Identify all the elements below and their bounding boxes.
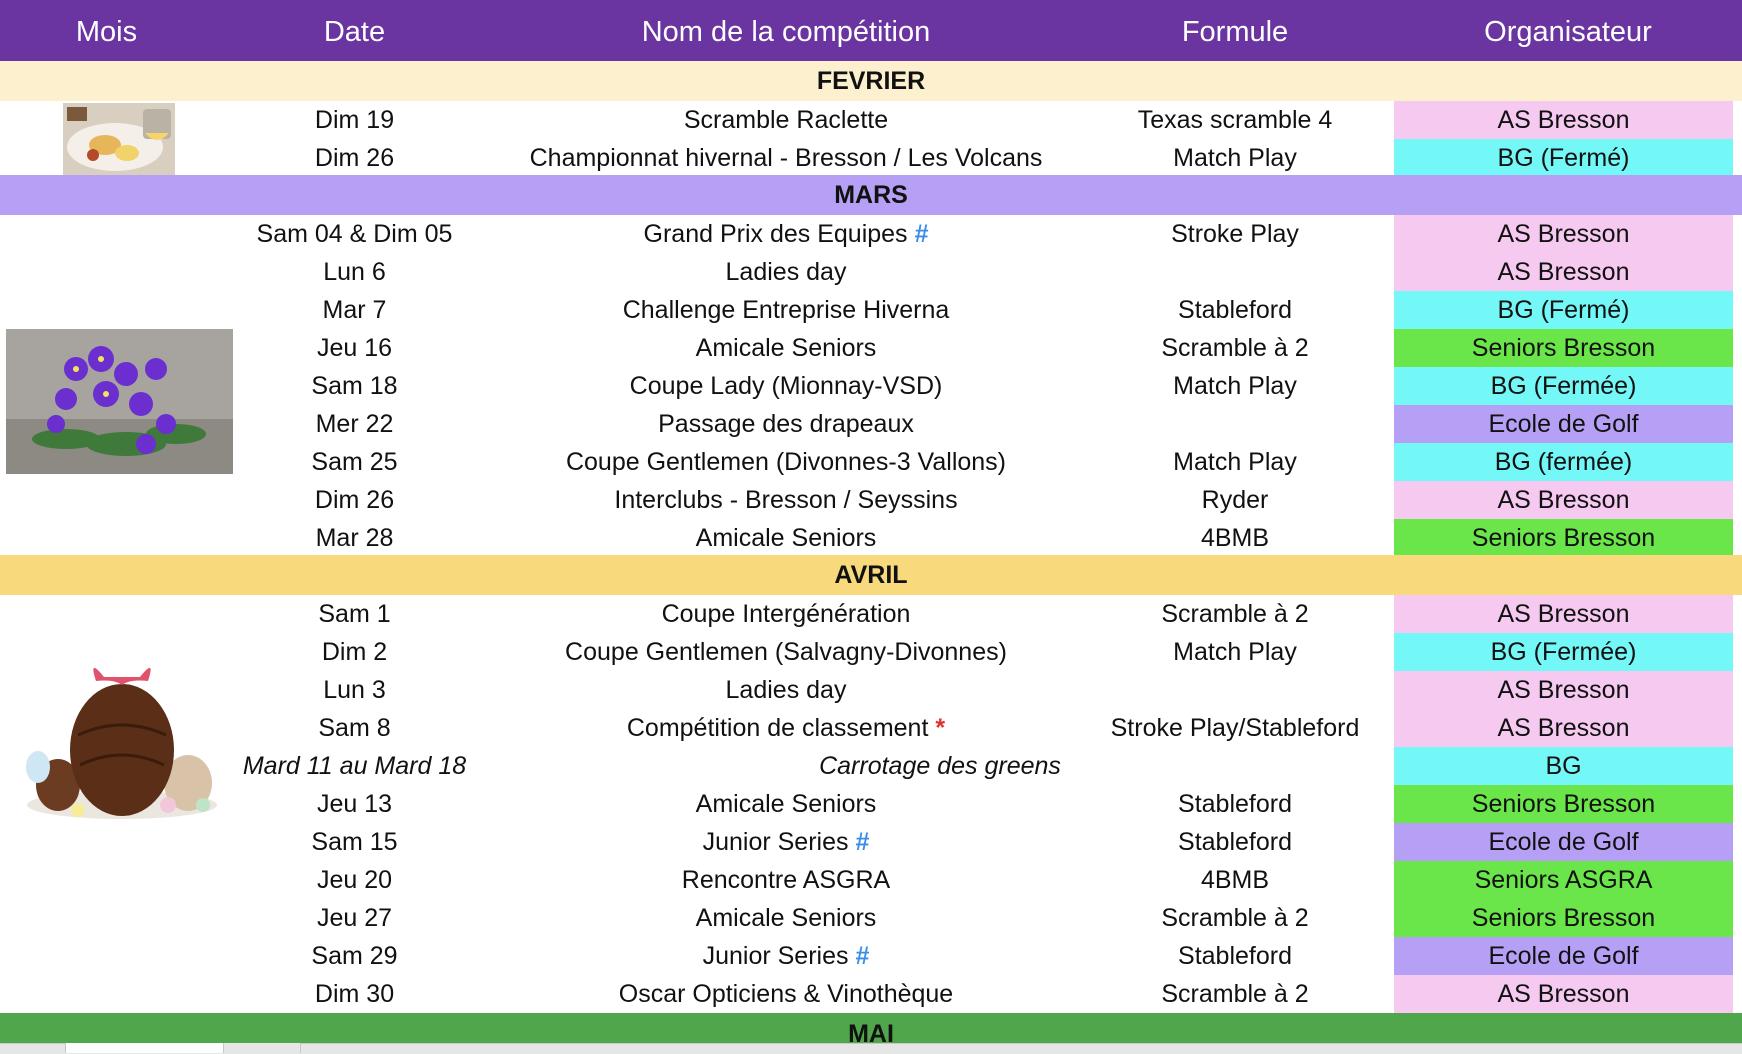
table-row xyxy=(0,785,1742,823)
table-row xyxy=(0,291,1742,329)
organisateur-cell[interactable]: BG (Fermé) xyxy=(1497,144,1630,172)
nom-cell[interactable] xyxy=(496,367,1076,405)
organisateur-cell[interactable]: BG xyxy=(1545,752,1582,780)
month-band-fevrier[interactable]: FEVRIER xyxy=(0,61,1742,101)
nom-cell[interactable] xyxy=(496,139,1076,177)
table-row xyxy=(0,101,1742,139)
note-mark: * xyxy=(935,714,946,742)
formule-cell[interactable]: Ryder xyxy=(1201,486,1269,514)
date-cell[interactable]: Jeu 27 xyxy=(316,904,393,932)
nom-cell[interactable] xyxy=(496,861,1076,899)
date-cell[interactable]: Jeu 20 xyxy=(316,866,393,894)
nom-text: Ladies day xyxy=(725,258,847,286)
col-header-formule[interactable]: Formule xyxy=(1181,16,1289,48)
table-row xyxy=(0,139,1742,177)
formule-cell[interactable]: Scramble à 2 xyxy=(1161,904,1309,932)
nom-text: Interclubs - Bresson / Seyssins xyxy=(614,486,958,514)
date-cell[interactable]: Lun 6 xyxy=(323,258,386,286)
table-row xyxy=(0,595,1742,633)
nom-cell[interactable] xyxy=(496,101,1076,139)
col-header-nom[interactable]: Nom de la compétition xyxy=(641,16,931,48)
nom-cell[interactable] xyxy=(496,481,1076,519)
table-row xyxy=(0,519,1742,557)
nom-cell[interactable] xyxy=(496,215,1076,253)
nom-text: Coupe Lady (Mionnay-VSD) xyxy=(629,372,943,400)
formule-cell[interactable]: Match Play xyxy=(1173,144,1297,172)
formule-cell[interactable]: Match Play xyxy=(1173,372,1297,400)
organisateur-cell[interactable]: Seniors Bresson xyxy=(1471,904,1656,932)
formule-cell[interactable] xyxy=(1076,747,1394,785)
table-row xyxy=(0,861,1742,899)
formule-cell[interactable]: Match Play xyxy=(1173,448,1297,476)
nom-cell[interactable] xyxy=(496,253,1076,291)
table-row xyxy=(0,823,1742,861)
date-cell[interactable]: Sam 15 xyxy=(311,828,398,856)
easter-egg-image xyxy=(18,655,226,825)
violets-image xyxy=(6,329,233,474)
nom-cell[interactable] xyxy=(496,709,1076,747)
organisateur-cell[interactable]: Seniors Bresson xyxy=(1471,524,1656,552)
nom-text: Amicale Seniors xyxy=(695,904,877,932)
table-row xyxy=(0,405,1742,443)
nom-cell[interactable] xyxy=(496,899,1076,937)
formule-cell[interactable]: Match Play xyxy=(1173,638,1297,666)
organisateur-cell[interactable]: AS Bresson xyxy=(1497,600,1630,628)
month-band-mai[interactable]: MAI xyxy=(0,1013,1742,1043)
nom-text: Oscar Opticiens & Vinothèque xyxy=(618,980,954,1008)
date-cell[interactable]: Sam 04 & Dim 05 xyxy=(256,220,453,248)
organisateur-cell[interactable]: AS Bresson xyxy=(1497,676,1630,704)
organisateur-cell[interactable]: BG (Fermée) xyxy=(1490,372,1637,400)
date-cell[interactable]: Lun 3 xyxy=(323,676,386,704)
note-mark: # xyxy=(914,220,929,248)
nom-cell[interactable] xyxy=(496,291,1076,329)
organisateur-cell[interactable]: AS Bresson xyxy=(1497,486,1630,514)
formule-cell[interactable] xyxy=(1076,253,1394,291)
table-header xyxy=(0,0,1742,61)
formule-cell[interactable]: Stroke Play xyxy=(1171,220,1299,248)
table-row xyxy=(0,747,1742,785)
date-cell[interactable]: Sam 18 xyxy=(311,372,398,400)
nom-cell[interactable] xyxy=(496,823,1076,861)
table-row xyxy=(0,899,1742,937)
raclette-image xyxy=(63,103,175,175)
table-row xyxy=(0,937,1742,975)
formule-cell[interactable]: Stableford xyxy=(1178,790,1292,818)
organisateur-cell[interactable]: Ecole de Golf xyxy=(1488,942,1639,970)
organisateur-cell[interactable]: Ecole de Golf xyxy=(1488,828,1639,856)
date-cell[interactable]: Sam 1 xyxy=(318,600,391,628)
table-row xyxy=(0,633,1742,671)
organisateur-cell[interactable]: Ecole de Golf xyxy=(1488,410,1639,438)
formule-cell[interactable]: Scramble à 2 xyxy=(1161,600,1309,628)
date-cell[interactable]: Mar 28 xyxy=(315,524,394,552)
formule-cell[interactable]: 4BMB xyxy=(1200,866,1270,894)
table-row xyxy=(0,253,1742,291)
formule-cell[interactable]: Scramble à 2 xyxy=(1161,334,1309,362)
organisateur-cell[interactable]: Seniors Bresson xyxy=(1471,790,1656,818)
date-cell[interactable]: Mar 7 xyxy=(322,296,387,324)
sheet-tab[interactable] xyxy=(65,1043,225,1053)
formule-cell[interactable]: 4BMB xyxy=(1200,524,1270,552)
nom-cell[interactable] xyxy=(496,975,1076,1013)
date-cell[interactable]: Sam 8 xyxy=(318,714,391,742)
nom-text: Coupe Intergénération xyxy=(661,600,911,628)
nom-text: Compétition de classement xyxy=(626,714,929,742)
nom-text: Challenge Entreprise Hiverna xyxy=(622,296,950,324)
formule-cell[interactable]: Stroke Play/Stableford xyxy=(1110,714,1360,742)
nom-text: Grand Prix des Equipes xyxy=(643,220,908,248)
organisateur-cell[interactable]: BG (Fermé) xyxy=(1497,296,1630,324)
nom-cell[interactable] xyxy=(496,519,1076,557)
nom-text: Carrotage des greens xyxy=(819,752,1061,780)
table-row xyxy=(0,367,1742,405)
nom-cell[interactable] xyxy=(496,671,1076,709)
sheet-tab[interactable] xyxy=(223,1043,301,1053)
date-cell[interactable]: Dim 26 xyxy=(314,144,395,172)
nom-cell[interactable] xyxy=(496,443,1076,481)
organisateur-cell[interactable]: AS Bresson xyxy=(1497,106,1630,134)
date-cell[interactable]: Sam 25 xyxy=(311,448,398,476)
table-row xyxy=(0,709,1742,747)
nom-cell[interactable] xyxy=(496,329,1076,367)
table-row xyxy=(0,671,1742,709)
date-cell[interactable]: Mer 22 xyxy=(315,410,394,438)
month-band-avril[interactable]: AVRIL xyxy=(0,555,1742,595)
nom-text: Junior Series xyxy=(702,942,849,970)
nom-text: Amicale Seniors xyxy=(695,334,877,362)
nom-cell[interactable] xyxy=(496,405,1076,443)
nom-cell[interactable] xyxy=(496,633,1076,671)
nom-cell[interactable] xyxy=(496,785,1076,823)
organisateur-cell[interactable]: BG (Fermée) xyxy=(1490,638,1637,666)
organisateur-cell[interactable]: AS Bresson xyxy=(1497,714,1630,742)
organisateur-cell[interactable]: Seniors Bresson xyxy=(1471,334,1656,362)
table-row xyxy=(0,443,1742,481)
nom-text: Passage des drapeaux xyxy=(658,410,914,438)
nom-text: Scramble Raclette xyxy=(683,106,889,134)
organisateur-cell[interactable]: AS Bresson xyxy=(1497,220,1630,248)
col-header-organisateur[interactable]: Organisateur xyxy=(1484,16,1652,48)
organisateur-cell[interactable]: AS Bresson xyxy=(1497,258,1630,286)
date-cell[interactable]: Mard 11 au Mard 18 xyxy=(242,752,467,780)
date-cell[interactable]: Sam 29 xyxy=(311,942,398,970)
note-mark: # xyxy=(855,828,870,856)
organisateur-cell[interactable]: BG (fermée) xyxy=(1494,448,1633,476)
date-cell[interactable]: Jeu 16 xyxy=(316,334,393,362)
nom-cell[interactable] xyxy=(496,595,1076,633)
formule-cell[interactable]: Texas scramble 4 xyxy=(1137,106,1333,134)
nom-text: Ladies day xyxy=(725,676,847,704)
nom-text: Amicale Seniors xyxy=(695,524,877,552)
date-cell[interactable]: Jeu 13 xyxy=(316,790,393,818)
date-cell[interactable]: Dim 2 xyxy=(321,638,388,666)
nom-text: Championnat hivernal - Bresson / Les Volcans xyxy=(529,144,1043,172)
formule-cell[interactable]: Stableford xyxy=(1178,296,1292,324)
date-cell[interactable]: Dim 19 xyxy=(314,106,395,134)
table-row xyxy=(0,481,1742,519)
month-band-mars[interactable]: MARS xyxy=(0,175,1742,215)
nom-text: Amicale Seniors xyxy=(695,790,877,818)
note-mark: # xyxy=(855,942,870,970)
nom-text: Junior Series xyxy=(702,828,849,856)
formule-cell[interactable]: Stableford xyxy=(1178,942,1292,970)
nom-text: Rencontre ASGRA xyxy=(681,866,891,894)
formule-cell[interactable]: Stableford xyxy=(1178,828,1292,856)
formule-cell[interactable] xyxy=(1076,671,1394,709)
date-cell[interactable]: Dim 26 xyxy=(314,486,395,514)
table-row xyxy=(0,329,1742,367)
table-row xyxy=(0,215,1742,253)
col-header-mois[interactable]: Mois xyxy=(75,16,138,48)
nom-cell[interactable] xyxy=(496,937,1076,975)
table-row xyxy=(0,975,1742,1013)
nom-text: Coupe Gentlemen (Divonnes-3 Vallons) xyxy=(565,448,1007,476)
formule-cell[interactable] xyxy=(1076,405,1394,443)
nom-text: Coupe Gentlemen (Salvagny-Divonnes) xyxy=(565,638,1007,666)
col-header-date[interactable]: Date xyxy=(323,16,386,48)
organisateur-cell[interactable]: AS Bresson xyxy=(1497,980,1630,1008)
organisateur-cell[interactable]: Seniors ASGRA xyxy=(1474,866,1653,894)
date-cell[interactable]: Dim 30 xyxy=(314,980,395,1008)
formule-cell[interactable]: Scramble à 2 xyxy=(1161,980,1309,1008)
